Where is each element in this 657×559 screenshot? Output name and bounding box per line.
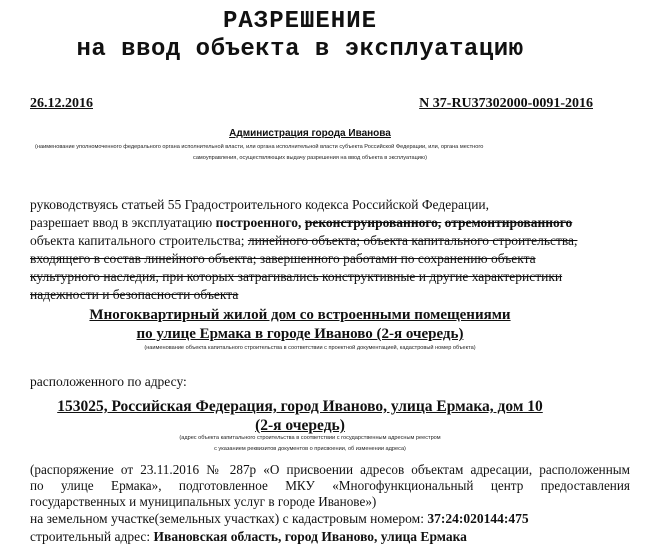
authority-note-line1: (наименование уполномоченного федерального органа исполнительной власти, или органа исполнительной власти субъекта Российской Федерации, или, органа местного — [35, 144, 484, 150]
document-subtitle: на ввод объекта в эксплуатацию — [76, 36, 524, 63]
land-plot-label: на земельном участке(земельных участках) с кадастровым номером: — [30, 511, 428, 526]
reconstructed-option: реконструированного, — [304, 215, 442, 230]
issue-date: 26.12.2016 — [30, 96, 93, 111]
document-title: РАЗРЕШЕНИЕ — [222, 8, 378, 35]
permit-prefix: разрешает ввод в эксплуатацию — [30, 215, 216, 230]
repaired-option: отремонтированного — [444, 215, 573, 230]
construction-address-line — [30, 529, 467, 545]
construction-address-value: Ивановская область, город Иваново, улица Ермака — [153, 529, 467, 544]
address-note-line2: с указанием реквизитов документов о присвоении, об изменении адреса) — [214, 446, 406, 452]
object-type-line-2: входящего в состав линейного объекта; завершенного работами по сохранению объекта — [30, 251, 536, 266]
issuing-authority: Администрация города Иванова — [229, 128, 391, 139]
location-label: расположенного по адресу: — [30, 374, 187, 389]
permit-line — [30, 215, 572, 231]
construction-address-label: строительный адрес: — [30, 529, 154, 544]
built-option: построенного, — [215, 215, 302, 230]
permit-number: N 37-RU37302000-0091-2016 — [419, 96, 593, 111]
object-type-line — [30, 233, 577, 249]
capital-object-option: объекта капитального строительства; — [30, 233, 248, 248]
object-note: (наименование объекта капитального строительства в соответствии с проектной документацией, кадастровый номер объекта) — [144, 345, 476, 351]
object-type-line-3: культурного наследия, при которых затрагивались конструктивные и другие характеристики — [30, 269, 563, 284]
legal-basis-line: руководствуясь статьей 55 Градостроительного кодекса Российской Федерации, — [30, 197, 490, 212]
order-line1: (распоряжение от 23.11.2016 № 287р «О присвоении адресов объектам адресации, расположенным — [30, 462, 630, 477]
cadastral-number: 37:24:020144:475 — [427, 511, 529, 526]
linear-object-option: линейного объекта; объекта капитального строительства, — [247, 233, 578, 248]
address-note-line1: (адрес объекта капитального строительства в соответствии с государственным адресным реестром — [179, 435, 441, 441]
order-line2: по улице Ермака», подготовленное МКУ «Многофункциональный центр предоставления — [30, 478, 630, 493]
address-line1: 153025, Российская Федерация, город Иваново, улица Ермака, дом 10 — [57, 398, 543, 415]
address-line2: (2-я очередь) — [255, 417, 345, 434]
object-name-line2: по улице Ермака в городе Иваново (2-я очередь) — [136, 326, 464, 342]
land-plot-line — [30, 511, 529, 527]
object-type-line-4: надежности и безопасности объекта — [30, 287, 239, 302]
order-line3: государственных и муниципальных услуг в городе Иванове») — [30, 494, 377, 509]
authority-note-line2: самоуправления, осуществляющих выдачу разрешения на ввод объекта в эксплуатацию) — [193, 155, 427, 161]
object-name-line1: Многоквартирный жилой дом со встроенными помещениями — [89, 307, 511, 323]
